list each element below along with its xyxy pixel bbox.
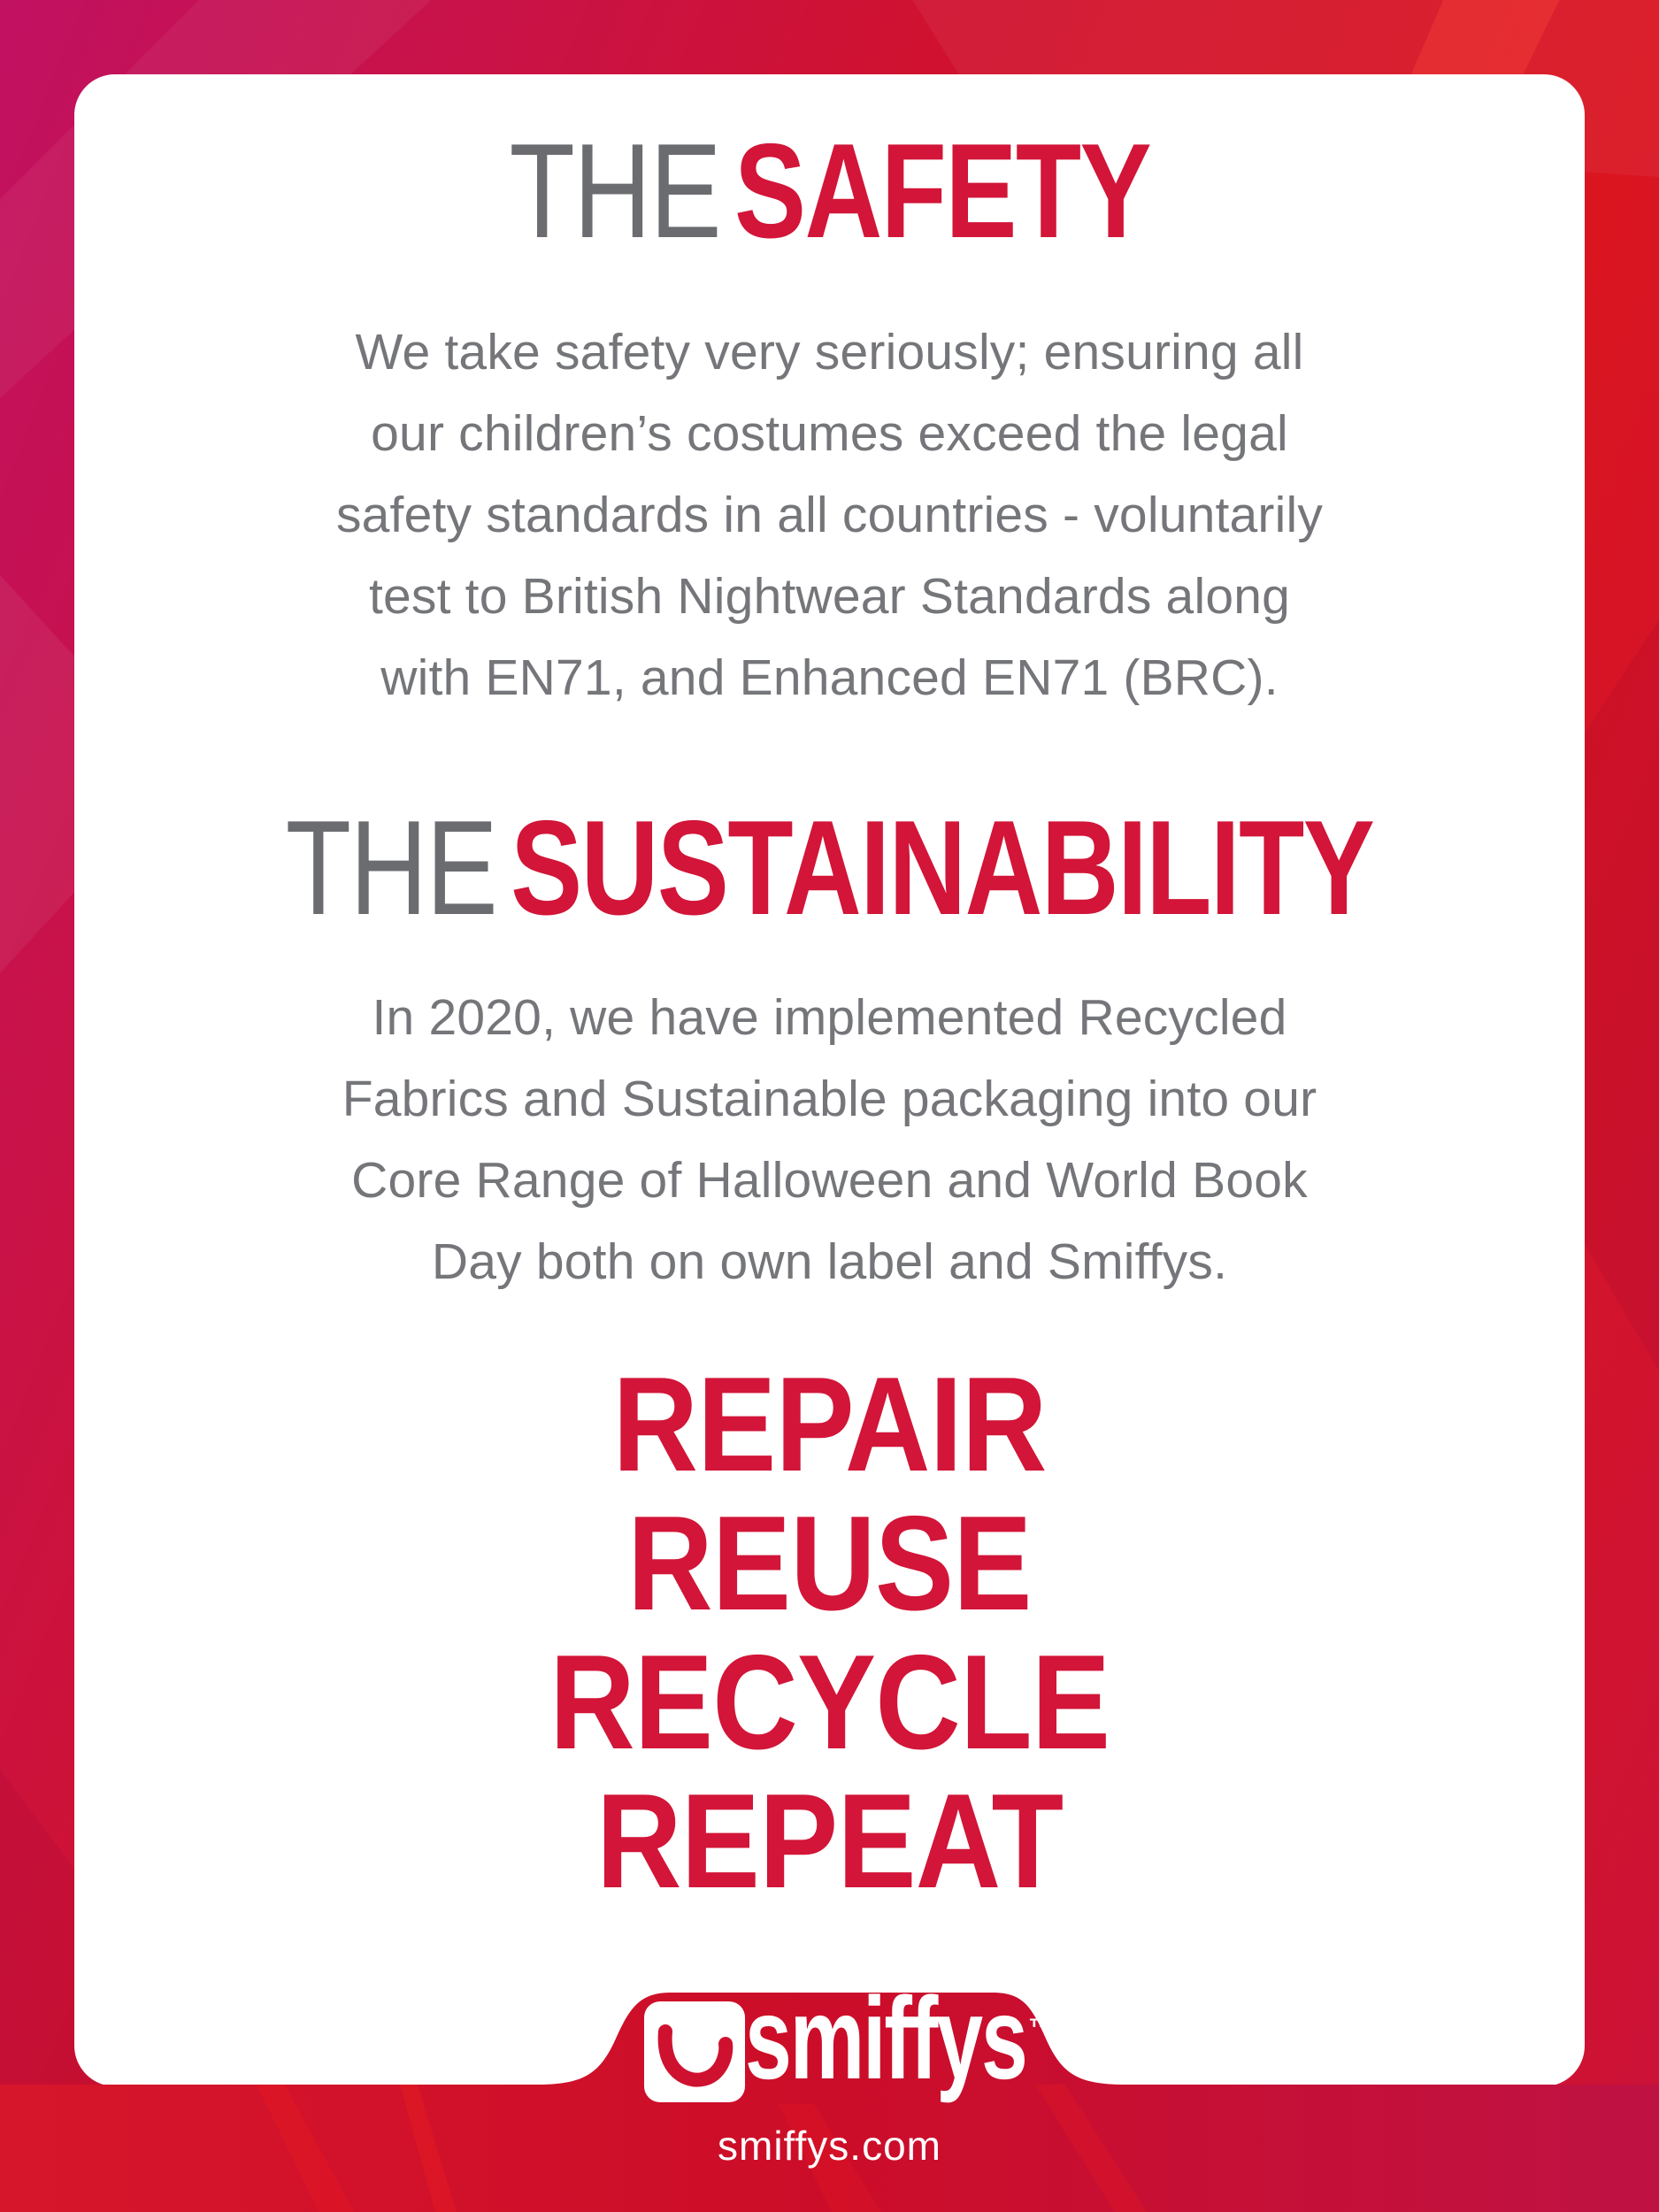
safety-paragraph: [0, 311, 1659, 718]
paragraph-line: In 2020, we have implemented Recycled: [372, 989, 1287, 1046]
paragraph-line: safety standards in all countries - voluntarily: [335, 487, 1324, 543]
website-url: smiffys.com: [718, 2123, 941, 2169]
heading-word: SUSTAINABILITY: [511, 793, 1374, 943]
mantra-list: [0, 1349, 1659, 1916]
sustainability-paragraph: [0, 977, 1659, 1302]
paragraph-line: test to British Nightwear Standards along: [368, 568, 1291, 625]
paragraph-line: Fabrics and Sustainable packaging into our: [342, 1071, 1317, 1127]
paragraph-line: We take safety very seriously; ensuring all: [355, 324, 1304, 380]
smiffys-wordmark: smiffys: [745, 1973, 1026, 2103]
safety-heading-text: [509, 116, 1150, 266]
heading-prefix: THE: [509, 116, 720, 266]
safety-heading: [0, 116, 1659, 266]
sustainability-heading-text: [285, 793, 1374, 943]
paragraph-line: with EN71, and Enhanced EN71 (BRC).: [380, 649, 1279, 706]
trademark-symbol: ™: [1028, 2014, 1055, 2043]
sustainability-heading: [0, 793, 1659, 943]
mantra-line: RECYCLE: [549, 1627, 1110, 1778]
paragraph-line: Day both on own label and Smiffys.: [431, 1233, 1228, 1290]
mantra-line: REPAIR: [612, 1349, 1047, 1500]
smiffys-smile-icon: [644, 2001, 745, 2102]
mantra-line: REPEAT: [595, 1766, 1064, 1916]
paragraph-line: Core Range of Halloween and World Book: [351, 1152, 1308, 1209]
heading-prefix: THE: [285, 793, 497, 943]
mantra-line: REUSE: [627, 1488, 1032, 1639]
heading-word: SAFETY: [733, 116, 1150, 266]
smiffys-logo-mark: [644, 2001, 745, 2102]
paragraph-line: our children’s costumes exceed the legal: [371, 405, 1288, 462]
